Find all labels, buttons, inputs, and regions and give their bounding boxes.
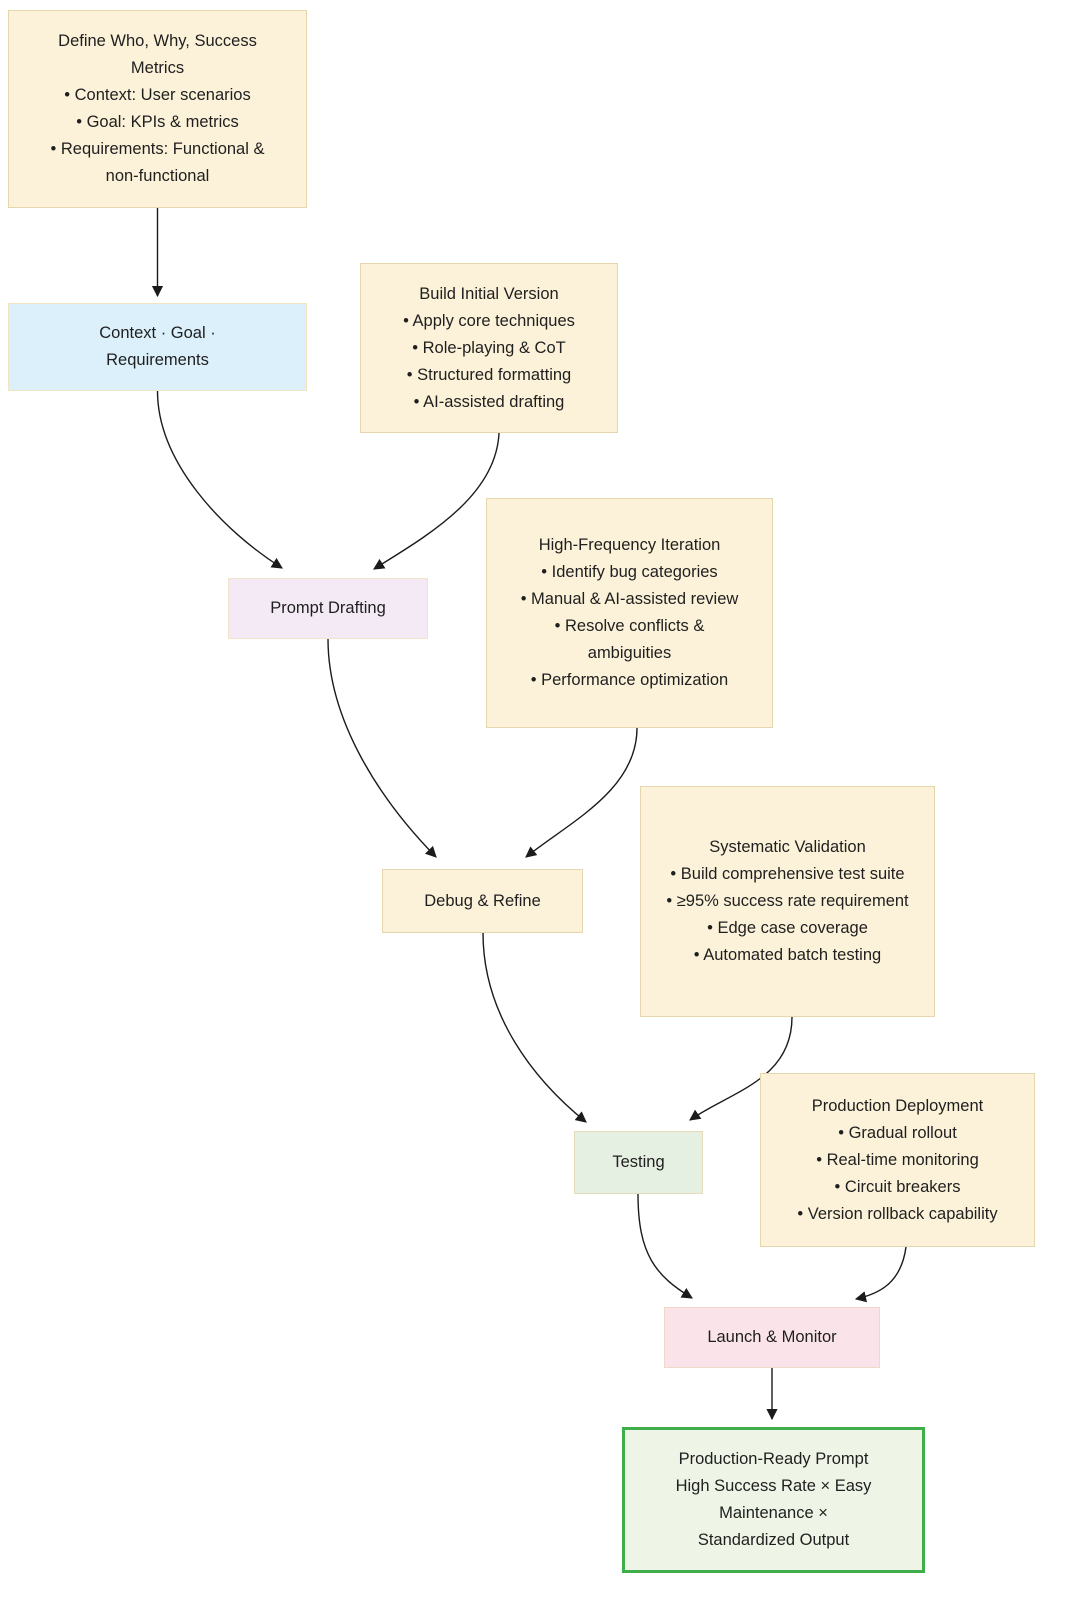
node-build-initial-version bbox=[360, 263, 618, 433]
node-production-ready-prompt bbox=[622, 1427, 925, 1573]
node-title: Debug & Refine bbox=[424, 891, 541, 910]
node-title: Production-Ready Prompt bbox=[678, 1450, 869, 1468]
node-bullet: • Build comprehensive test suite bbox=[670, 865, 905, 883]
node-bullet: • Role-playing & CoT bbox=[412, 338, 566, 357]
node-launch-monitor bbox=[664, 1307, 880, 1368]
node-debug-refine bbox=[382, 869, 583, 933]
node-bullet: • Version rollback capability bbox=[797, 1204, 998, 1223]
node-bullet: • Structured formatting bbox=[406, 365, 572, 384]
node-title: Define Who, Why, Success Metrics bbox=[58, 32, 257, 77]
node-title: Context · Goal · Requirements bbox=[99, 324, 216, 369]
arrow-context-to-drafting bbox=[158, 391, 283, 568]
node-title: High-Frequency Iteration bbox=[538, 536, 721, 554]
node-subtitle: Standardized Output bbox=[697, 1531, 850, 1549]
node-title: Systematic Validation bbox=[709, 838, 866, 856]
node-production-deployment bbox=[760, 1073, 1035, 1247]
node-bullet: • Gradual rollout bbox=[838, 1123, 957, 1142]
node-bullet: • Circuit breakers bbox=[834, 1177, 961, 1196]
node-bullet: • ≥95% success rate requirement bbox=[666, 892, 909, 910]
node-context-goal-requirements bbox=[8, 303, 307, 391]
node-title: Launch & Monitor bbox=[707, 1328, 837, 1346]
node-high-frequency-iteration bbox=[486, 498, 773, 728]
node-testing bbox=[574, 1131, 703, 1194]
node-bullet: • Context: User scenarios bbox=[64, 86, 251, 104]
arrow-iteration-to-debug bbox=[526, 728, 637, 857]
node-bullet: • Requirements: Functional & non-functional bbox=[50, 140, 265, 185]
arrow-drafting-to-debug bbox=[328, 639, 436, 857]
node-subtitle: High Success Rate × Easy Maintenance × bbox=[675, 1477, 872, 1522]
node-bullet: • Apply core techniques bbox=[403, 311, 575, 330]
arrow-testing-to-launch bbox=[638, 1194, 692, 1298]
node-prompt-drafting bbox=[228, 578, 428, 639]
arrow-build-to-drafting bbox=[374, 433, 499, 569]
node-bullet: • Identify bug categories bbox=[541, 563, 718, 581]
node-title: Prompt Drafting bbox=[270, 599, 386, 617]
node-bullet: • Manual & AI-assisted review bbox=[520, 590, 739, 608]
node-title: Build Initial Version bbox=[419, 284, 559, 303]
node-bullet: • Edge case coverage bbox=[707, 919, 868, 937]
node-title: Testing bbox=[612, 1153, 665, 1171]
node-bullet: • Goal: KPIs & metrics bbox=[76, 113, 239, 131]
node-bullet: • Performance optimization bbox=[530, 671, 729, 689]
arrow-debug-to-testing bbox=[483, 933, 586, 1122]
node-bullet: • AI-assisted drafting bbox=[413, 392, 565, 411]
node-bullet: • Real-time monitoring bbox=[816, 1150, 979, 1169]
node-bullet: • Automated batch testing bbox=[693, 946, 882, 964]
node-bullet: • Resolve conflicts & ambiguities bbox=[554, 617, 705, 662]
node-title: Production Deployment bbox=[811, 1096, 984, 1115]
arrow-deployment-to-launch bbox=[856, 1247, 906, 1299]
node-systematic-validation bbox=[640, 786, 935, 1017]
node-define-success-metrics bbox=[8, 10, 307, 208]
